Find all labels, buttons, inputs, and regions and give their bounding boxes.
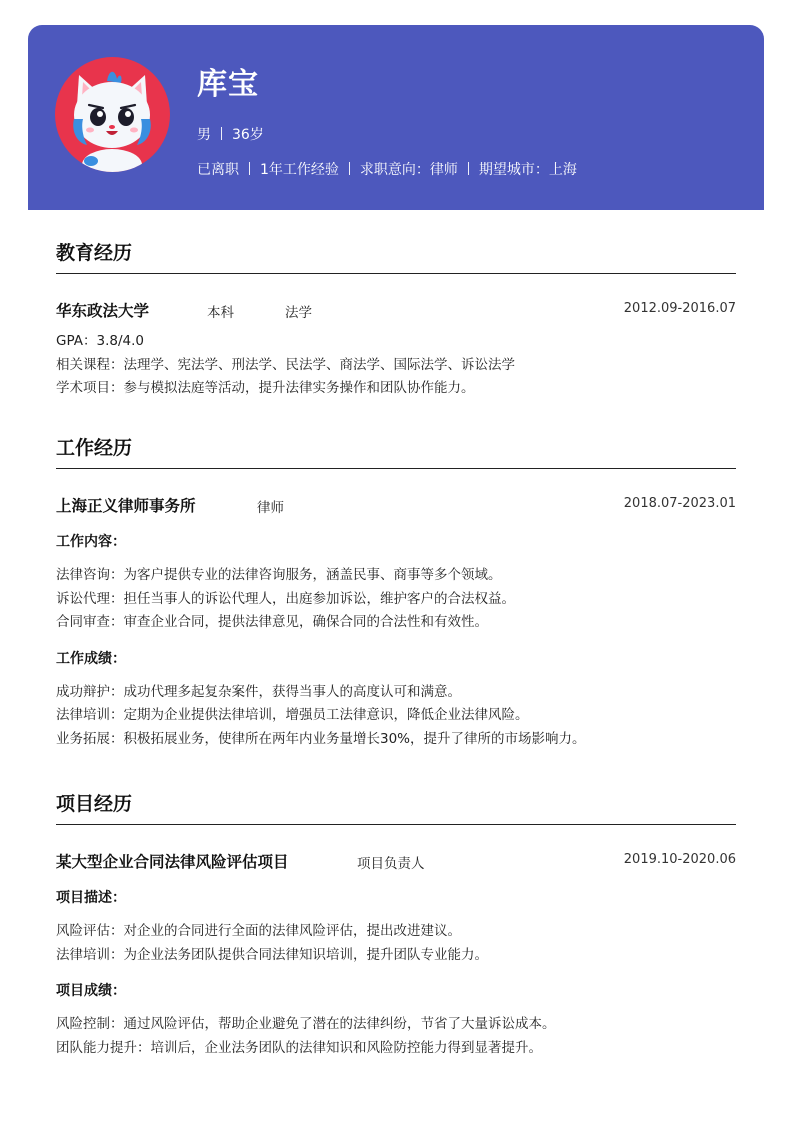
age: 36岁 bbox=[232, 127, 264, 143]
list-item: 诉讼代理：担任当事人的诉讼代理人，出庭参加诉讼，维护客户的合法权益。 bbox=[56, 590, 515, 607]
project-results-list bbox=[56, 1013, 736, 1060]
work-entry-header bbox=[56, 494, 736, 518]
work-content-list bbox=[56, 564, 736, 635]
project-section bbox=[56, 789, 736, 1060]
education-entry-header bbox=[56, 299, 736, 323]
work-content-heading: 工作内容： bbox=[56, 534, 126, 550]
education-details bbox=[56, 330, 736, 401]
project-name: 某大型企业合同法律风险评估项目 bbox=[56, 853, 289, 871]
job-intent-info bbox=[197, 159, 577, 179]
list-item: 法律培训：定期为企业提供法律培训，增强员工法律意识，降低企业法律风险。 bbox=[56, 707, 529, 723]
list-item: 成功辩护：成功代理多起复杂案件，获得当事人的高度认可和满意。 bbox=[56, 683, 461, 700]
job-title: 律师 bbox=[257, 500, 284, 516]
company-name: 上海正义律师事务所 bbox=[56, 497, 196, 515]
education-dates: 2012.09-2016.07 bbox=[623, 301, 736, 316]
list-item: 团队能力提升：培训后，企业法务团队的法律知识和风险防控能力得到显著提升。 bbox=[56, 1039, 542, 1056]
project-desc-heading: 项目描述： bbox=[56, 890, 126, 906]
list-item: 风险控制：通过风险评估，帮助企业避免了潜在的法律纠纷，节省了大量诉讼成本。 bbox=[56, 1016, 556, 1032]
list-item: 风险评估：对企业的合同进行全面的法律风险评估，提出改进建议。 bbox=[56, 923, 461, 939]
divider bbox=[221, 127, 222, 140]
candidate-name: 库宝 bbox=[197, 67, 259, 102]
section-title: 工作经历 bbox=[56, 433, 736, 469]
project-results-heading: 项目成绩： bbox=[56, 983, 126, 999]
degree: 本科 bbox=[207, 305, 234, 321]
school-name: 华东政法大学 bbox=[56, 302, 150, 320]
expected-city: 期望城市：上海 bbox=[478, 162, 577, 178]
list-item: GPA：3.8/4.0 bbox=[56, 333, 144, 349]
education-section bbox=[56, 238, 736, 401]
work-results-list bbox=[56, 681, 736, 752]
major: 法学 bbox=[285, 305, 312, 321]
divider bbox=[349, 162, 350, 175]
project-dates: 2019.10-2020.06 bbox=[623, 852, 736, 867]
list-item: 学术项目：参与模拟法庭等活动，提升法律实务操作和团队协作能力。 bbox=[56, 380, 475, 396]
list-item: 法律咨询：为客户提供专业的法律咨询服务，涵盖民事、商事等多个领域。 bbox=[56, 567, 502, 583]
work-results-heading: 工作成绩： bbox=[56, 650, 126, 667]
project-role: 项目负责人 bbox=[357, 856, 425, 872]
work-experience-years: 1年工作经验 bbox=[260, 162, 339, 178]
profile-header bbox=[28, 25, 764, 210]
divider bbox=[468, 162, 469, 175]
project-desc-list bbox=[56, 920, 736, 967]
list-item: 业务拓展：积极拓展业务，使律所在两年内业务量增长30%，提升了律所的市场影响力。 bbox=[56, 730, 586, 747]
avatar bbox=[55, 57, 170, 172]
work-section bbox=[56, 433, 736, 751]
list-item: 法律培训：为企业法务团队提供合同法律知识培训，提升团队专业能力。 bbox=[56, 946, 488, 963]
basic-info bbox=[197, 124, 264, 144]
work-dates: 2018.07-2023.01 bbox=[623, 496, 736, 511]
job-intent: 求职意向：律师 bbox=[359, 162, 458, 178]
list-item: 合同审查：审查企业合同，提供法律意见，确保合同的合法性和有效性。 bbox=[56, 614, 488, 630]
project-entry-header bbox=[56, 850, 736, 874]
cartoon-cat-avatar-icon bbox=[55, 57, 170, 172]
divider bbox=[249, 162, 250, 175]
section-title: 项目经历 bbox=[56, 789, 736, 825]
list-item: 相关课程：法理学、宪法学、刑法学、民法学、商法学、国际法学、诉讼法学 bbox=[56, 356, 515, 373]
employment-status: 已离职 bbox=[197, 162, 239, 178]
gender: 男 bbox=[197, 127, 211, 143]
section-title: 教育经历 bbox=[56, 238, 736, 274]
